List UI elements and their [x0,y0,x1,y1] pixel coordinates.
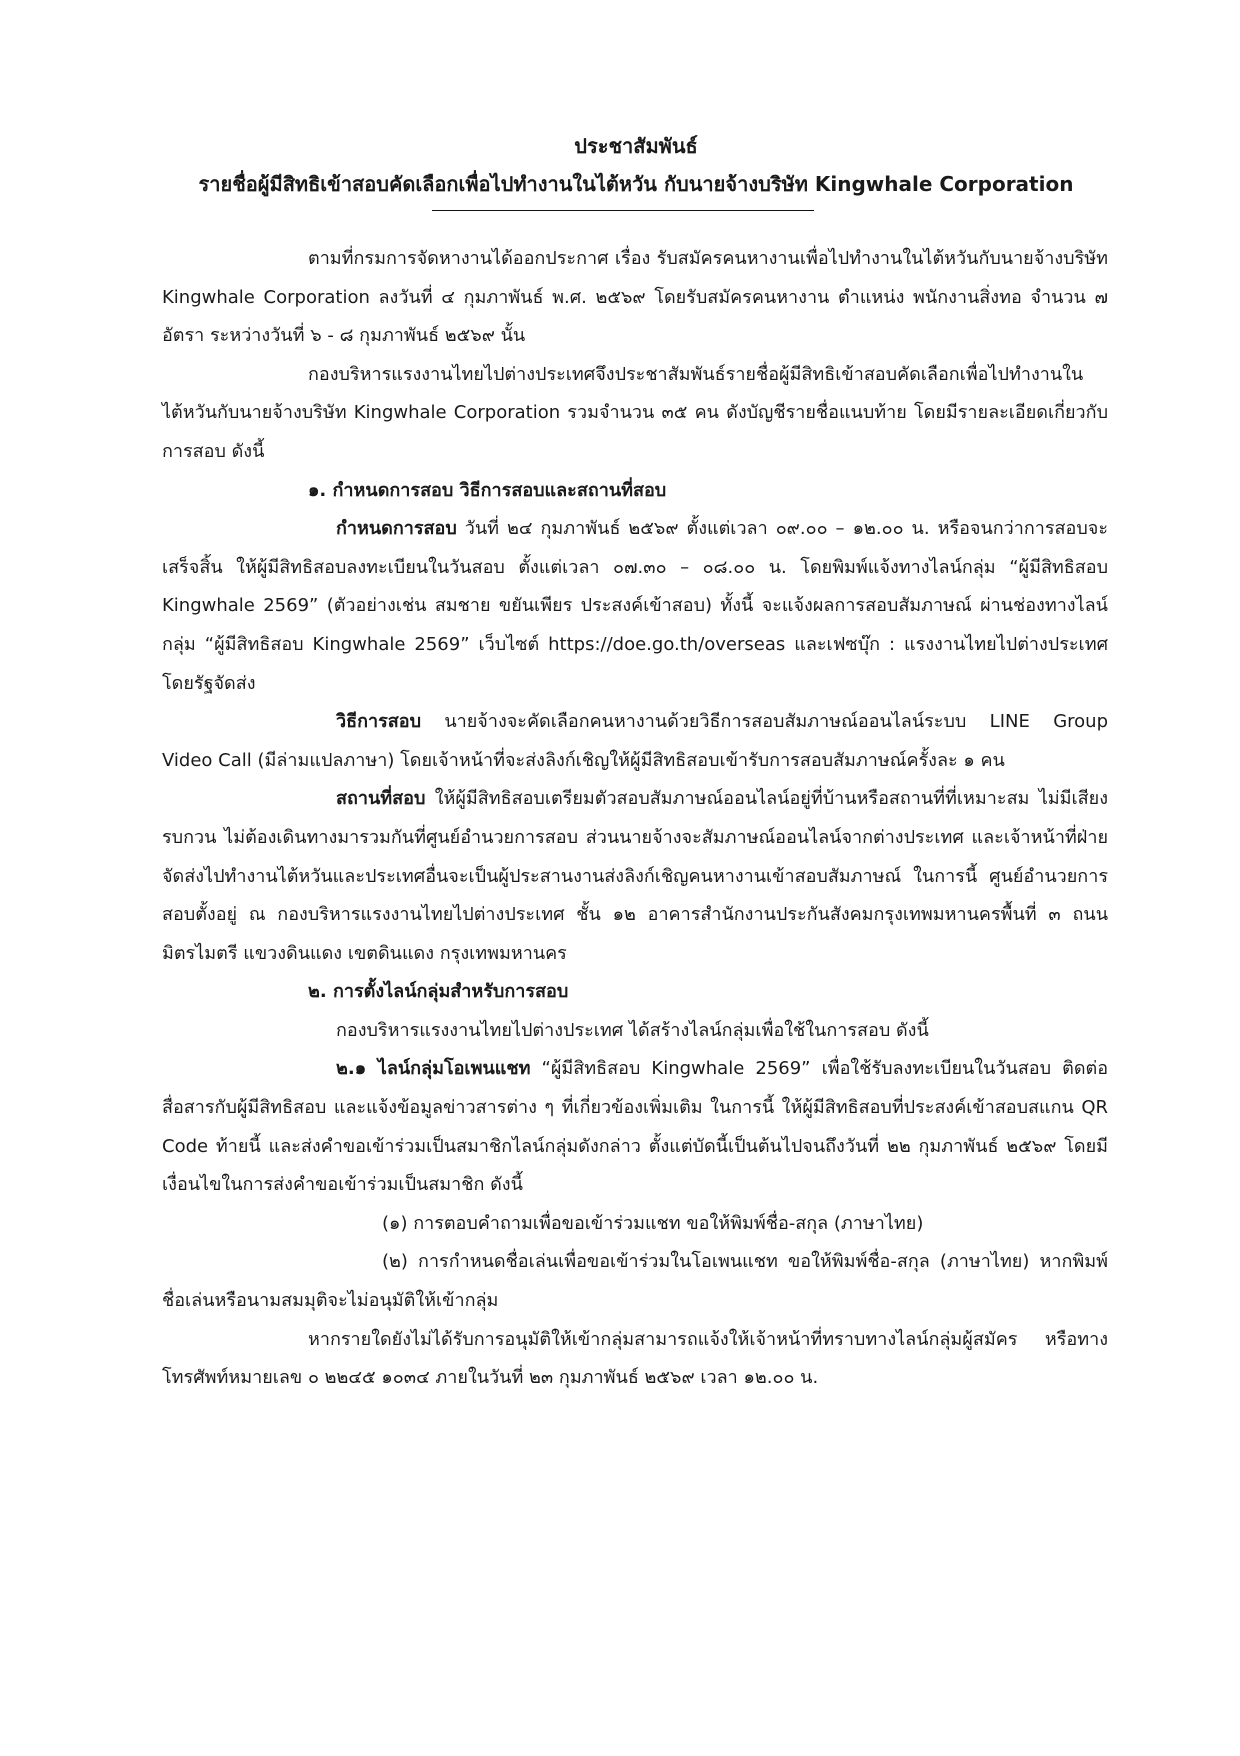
venue-paragraph [162,780,1108,973]
schedule-paragraph [162,510,1108,703]
openchat-text: “ผู้มีสิทธิสอบ Kingwhale 2569” เพื่อใช้รับลงทะเบียนในวันสอบ ติดต่อสื่อสารกับผู้มีสิทธิสอบ และแจ้งข้อมูลข่าวสารต่าง ๆ ที่เกี่ยวข้องเพิ่มเติม ในการนี้ ให้ผู้มีสิทธิสอบที่ประสงค์เข้าสอบสแกน QR Code ท้ายนี้ และส่งคำขอเข้าร่วมเป็นสมาชิกไลน์กลุ่มดังกล่าว ตั้งแต่บัดนี้เป็นต้นไปจนถึงวันที่ ๒๒ กุมภาพันธ์ ๒๕๖๙ โดยมีเงื่อนไขในการส่งคำขอเข้าร่วมเป็นสมาชิก ดังนี้ [162,1058,1109,1196]
venue-label: สถานที่สอบ [336,788,426,810]
venue-text: ให้ผู้มีสิทธิสอบเตรียมตัวสอบสัมภาษณ์ออนไลน์อยู่ที่บ้านหรือสถานที่ที่เหมาะสม ไม่มีเสียงรบกวน ไม่ต้องเดินทางมารวมกันที่ศูนย์อำนวยการสอบ ส่วนนายจ้างจะสัมภาษณ์ออนไลน์จากต่างประเทศ และเจ้าหน้าที่ฝ่ายจัดส่งไปทำงานไต้หวันและประเทศอื่นจะเป็นผู้ประสานงานส่งลิงก์เชิญคนหางานเข้าสอบสัมภาษณ์ ในการนี้ ศูนย์อำนวยการสอบตั้งอยู่ ณ กองบริหารแรงงานไทยไปต่างประเทศ ชั้น ๑๒ อาคารสำนักงานประกันสังคมกรุงเทพมหานครพื้นที่ ๓ ถนนมิตรไมตรี แขวงดินแดง เขตดินแดง กรุงเทพมหานคร [162,788,1108,964]
openchat-label: ๒.๑ ไลน์กลุ่มโอเพนแชท [336,1058,531,1080]
openchat-paragraph [162,1050,1108,1204]
method-label: วิธีการสอบ [336,711,421,733]
method-paragraph [162,703,1108,780]
intro-paragraph-2: กองบริหารแรงงานไทยไปต่างประเทศจึงประชาสัมพันธ์รายชื่อผู้มีสิทธิเข้าสอบคัดเลือกเพื่อไปทำงานในไต้หวันกับนายจ้างบริษัท Kingwhale Corporation รวมจำนวน ๓๕ คน ดังบัญชีรายชื่อแนบท้าย โดยมีรายละเอียดเกี่ยวกับการสอบ ดังนี้ [162,363,1108,462]
title-divider [432,210,814,211]
section-2-intro: กองบริหารแรงงานไทยไปต่างประเทศ ได้สร้างไลน์กลุ่มเพื่อใช้ในการสอบ ดังนี้ [336,1019,929,1041]
document-subtitle: รายชื่อผู้มีสิทธิเข้าสอบคัดเลือกเพื่อไปทำงานในไต้หวัน กับนายจ้างบริษัท Kingwhale Corporation [198,172,1074,196]
document-body [162,240,1108,1398]
schedule-text: วันที่ ๒๔ กุมภาพันธ์ ๒๕๖๙ ตั้งแต่เวลา ๐๙.๐๐ – ๑๒.๐๐ น. หรือจนกว่าการสอบจะเสร็จสิ้น ให้ผู้มีสิทธิสอบลงทะเบียนในวันสอบ ตั้งแต่เวลา ๐๗.๓๐ – ๐๘.๐๐ น. โดยพิมพ์แจ้งทางไลน์กลุ่ม “ผู้มีสิทธิสอบ Kingwhale 2569” (ตัวอย่างเช่น สมชาย ขยันเพียร ประสงค์เข้าสอบ) ทั้งนี้ จะแจ้งผลการสอบสัมภาษณ์ ผ่านช่องทางไลน์กลุ่ม “ผู้มีสิทธิสอบ Kingwhale 2569” เว็บไซต์ https://doe.go.th/overseas และเฟซบุ๊ก : แรงงานไทยไปต่างประเทศโดยรัฐจัดส่ง [162,518,1108,694]
schedule-label: กำหนดการสอบ [336,518,457,540]
condition-1: (๑) การตอบคำถามเพื่อขอเข้าร่วมแชท ขอให้พิมพ์ชื่อ-สกุล (ภาษาไทย) [382,1212,924,1234]
intro-paragraph-1: ตามที่กรมการจัดหางานได้ออกประกาศ เรื่อง รับสมัครคนหางานเพื่อไปทำงานในไต้หวันกับนายจ้างบริษัท Kingwhale Corporation ลงวันที่ ๔ กุมภาพันธ์ พ.ศ. ๒๕๖๙ โดยรับสมัครคนหางาน ตำแหน่ง พนักงานสิ่งทอ จำนวน ๗ อัตรา ระหว่างวันที่ ๖ - ๘ กุมภาพันธ์ ๒๕๖๙ นั้น [162,248,1108,347]
condition-2: (๒) การกำหนดชื่อเล่นเพื่อขอเข้าร่วมในโอเพนแชท ขอให้พิมพ์ชื่อ-สกุล (ภาษาไทย) หากพิมพ์ชื่อเล่นหรือนามสมมุติจะไม่อนุมัติให้เข้ากลุ่ม [162,1251,1108,1312]
method-text: นายจ้างจะคัดเลือกคนหางานด้วยวิธีการสอบสัมภาษณ์ออนไลน์ระบบ LINE Group Video Call (มีล่ามแปลภาษา) โดยเจ้าหน้าที่จะส่งลิงก์เชิญให้ผู้มีสิทธิสอบเข้ารับการสอบสัมภาษณ์ครั้งละ ๑ คน [162,711,1108,771]
section-2-heading: ๒. การตั้งไลน์กลุ่มสำหรับการสอบ [308,981,569,1003]
closing-paragraph: หากรายใดยังไม่ได้รับการอนุมัติให้เข้ากลุ่มสามารถแจ้งให้เจ้าหน้าที่ทราบทางไลน์กลุ่มผู้สมัคร หรือทางโทรศัพท์หมายเลข ๐ ๒๒๔๕ ๑๐๓๔ ภายในวันที่ ๒๓ กุมภาพันธ์ ๒๕๖๙ เวลา ๑๒.๐๐ น. [162,1328,1108,1389]
section-1-heading: ๑. กำหนดการสอบ วิธีการสอบและสถานที่สอบ [308,479,667,501]
document-title: ประชาสัมพันธ์ [574,134,698,158]
